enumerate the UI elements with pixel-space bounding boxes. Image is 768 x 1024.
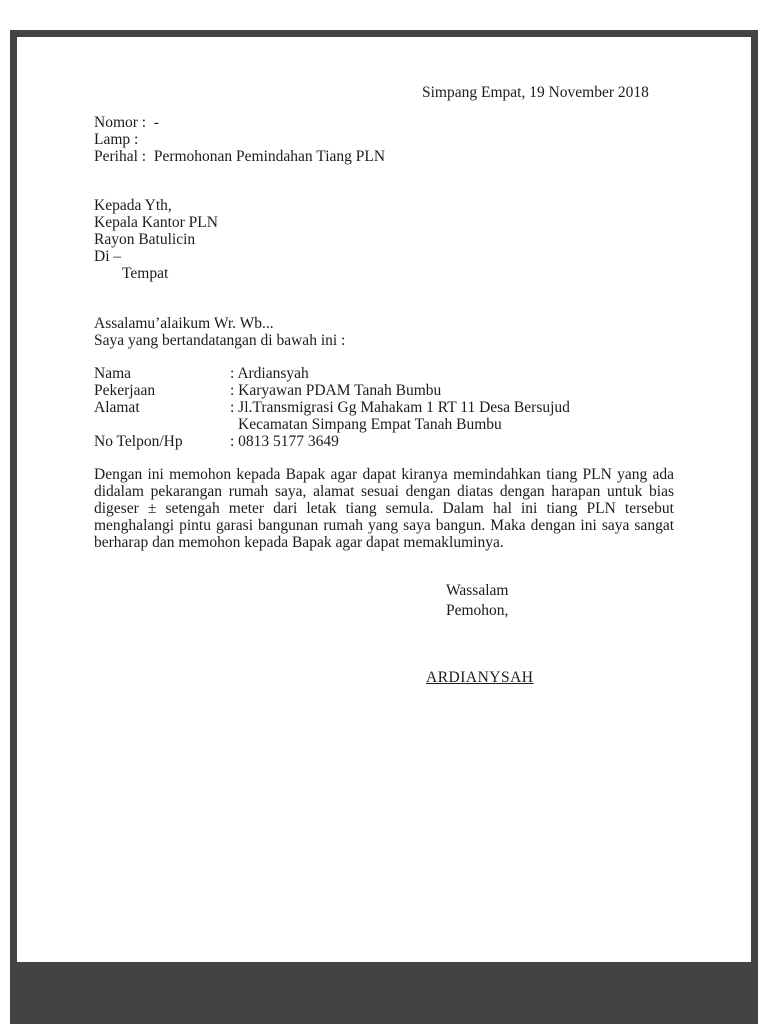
meta-line-lamp: Lamp : (94, 131, 139, 148)
detail-value-alamat-line1: : Jl.Transmigrasi Gg Mahakam 1 RT 11 Desa Bersujud (230, 399, 570, 416)
recipient-line-rayon: Rayon Batulicin (94, 231, 196, 248)
meta-line-perihal: Perihal : Permohonan Pemindahan Tiang PLN (94, 148, 386, 165)
opening-line: Saya yang bertandatangan di bawah ini : (94, 332, 346, 349)
closing-line-pemohon: Pemohon, (446, 602, 509, 619)
salutation-line: Assalamu’alaikum Wr. Wb... (94, 315, 274, 332)
detail-label-telpon: No Telpon/Hp (94, 433, 183, 450)
detail-value-nama: : Ardiansyah (230, 365, 309, 382)
letter-page (17, 37, 751, 962)
details-block (94, 365, 674, 450)
dateline: Simpang Empat, 19 November 2018 (422, 84, 649, 101)
letter-meta (94, 114, 674, 165)
detail-label-pekerjaan: Pekerjaan (94, 382, 156, 399)
detail-value-alamat-line2: Kecamatan Simpang Empat Tanah Bumbu (238, 416, 502, 433)
document-frame (10, 30, 758, 1024)
recipient-line-tempat: Tempat (122, 265, 169, 282)
detail-label-nama: Nama (94, 365, 132, 382)
recipient-block (94, 197, 674, 282)
recipient-line-kepada: Kepada Yth, (94, 197, 172, 214)
detail-row-telpon (94, 433, 674, 450)
salutation-block (94, 315, 674, 349)
detail-value-pekerjaan: : Karyawan PDAM Tanah Bumbu (230, 382, 442, 399)
signature-block (426, 669, 674, 686)
letter-content (17, 37, 751, 686)
detail-label-alamat: Alamat (94, 399, 140, 416)
closing-block (446, 581, 674, 621)
closing-line-wassalam: Wassalam (446, 582, 509, 599)
meta-line-nomor: Nomor : - (94, 114, 160, 131)
detail-row-nama (94, 365, 674, 382)
detail-row-alamat (94, 399, 674, 433)
recipient-line-di: Di – (94, 248, 122, 265)
detail-value-alamat (230, 399, 674, 433)
recipient-line-kantor: Kepala Kantor PLN (94, 214, 218, 231)
body-paragraph: Dengan ini memohon kepada Bapak agar dapat kiranya memindahkan tiang PLN yang ada didalam pekarangan rumah saya, alamat sesuai dengan diatas dengan harapan untuk bias digeser ± setengah meter dari letak tiang semula. Dalam hal ini tiang PLN tersebut menghalangi pintu garasi bangunan rumah yang saya bangun. Maka dengan ini saya sangat berharap dan memohon kepada Bapak agar dapat memakluminya. (94, 466, 674, 551)
detail-value-telpon: : 0813 5177 3649 (230, 433, 339, 450)
detail-row-pekerjaan (94, 382, 674, 399)
signature-name: ARDIANYSAH (426, 669, 534, 686)
